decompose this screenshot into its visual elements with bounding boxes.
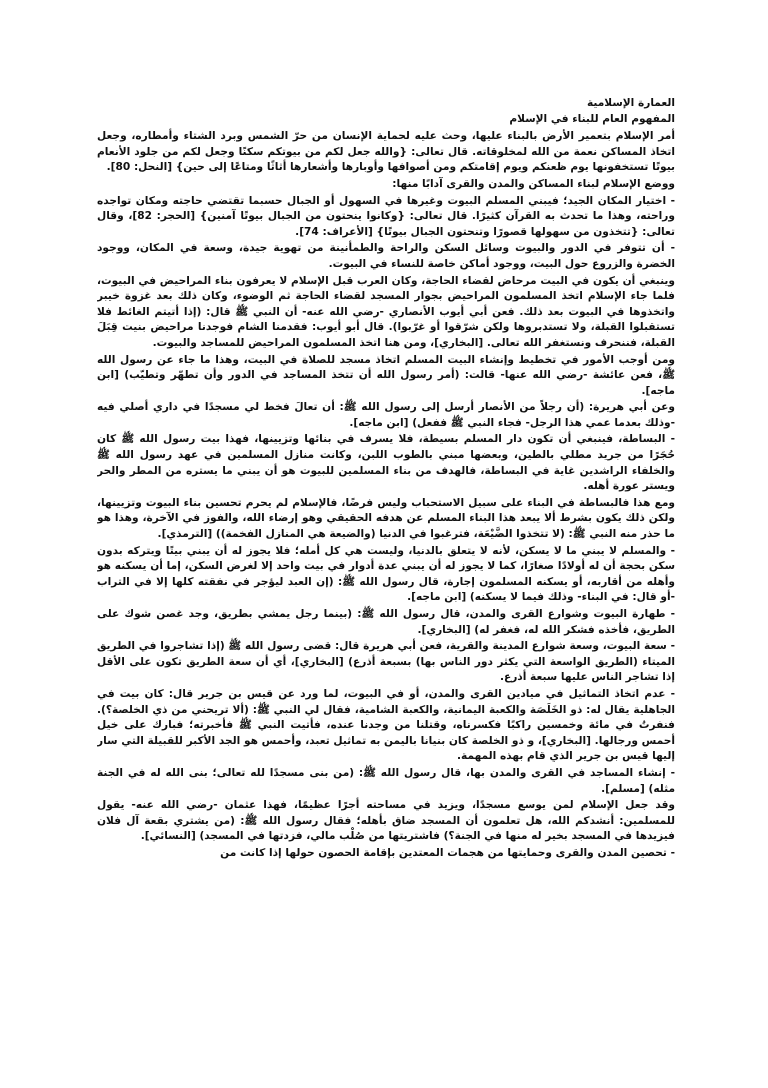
paragraph: - البساطة، فينبغي أن تكون دار المسلم بسيطة، فلا يسرف في بنائها وتزيينها، فهذا بيت رسول الله ﷺ كان حُجَرًا من جريد مطلي بالطين، وبعضها مبني بالطوب اللبن، وكانت منازل المسلمين في عهد رسول الله ﷺ والخلفاء الراشدين غاية في البساطة، فالهدف من بناء المسلمين للبيوت هو أن يبني ما يستره من المطر والحر ويستر عورة أهله. (97, 433, 675, 493)
paragraph: أمر الإسلام بتعمير الأرض بالبناء عليها، وحث عليه لحماية الإنسان من حرّ الشمس وبرد الشتاء وأمطاره، وجعل اتخاذ المساكن نعمة من الله لمخلوقاته. قال تعالى: {والله جعل لكم من بيوتكم سكنًا وجعل لكم من جلود الأنعام بيوتًا تستخفونها يوم ظعنكم ويوم إقامتكم ومن أصوافها وأوبارها وأشعارها أثاثًا ومتاعًا إلى حين} [النحل: 80]. (97, 130, 675, 174)
paragraph: - عدم اتخاذ التماثيل في ميادين القرى والمدن، أو في البيوت، لما ورد عن قيس بن جرير قال: كان بيت في الجاهلية يقال له: ذو الخَلَصَة والكعبة اليمانية، والكعبة الشامية، فقال لي النبي ﷺ: (ألا تريحني من ذي الخلصة؟). فنفرتُ في مائة وخمسين راكبًا فكسرناه، وقتلنا من وجدنا عنده، فأتيت النبي ﷺ فأخبرته؛ فبارك على خيل أحمس ورجالها. [البخاري]، و ذو الخلصة كان بنيانا باليمن به تماثيل تعبد، وأحمس هو الجد الأكبر للقبيلة التي سار إليها قيس بن جرير الذي قام بهذه المهمة. (97, 687, 675, 763)
paragraph: - سعة البيوت، وسعة شوارع المدينة والقرية، فعن أبي هريرة قال: قضى رسول الله ﷺ (إذا تشاجروا في الطريق الميتاء (الطريق الواسعة التي يكثر دور الناس بها) بسبعة أذرع) [البخاري]، أي أن سعة الطريق تكون على الأقل إذا تشاجر الناس عليها سبعة أذرع. (97, 640, 675, 684)
paragraph: - تحصين المدن والقرى وحمايتها من هجمات المعتدين بإقامة الحصون حولها إذا كانت من (220, 846, 675, 859)
paragraph: - والمسلم لا يبني ما لا يسكن، لأنه لا يتعلق بالدنيا، وليست هي كل أمله؛ فلا يجوز له أن يبني بيتًا ويتركه بدون سكن بحجة أن له أولادًا صغارًا، كما لا يجوز له أن يبني عدة أدوار في بيت واحد إلا لغرض السكن، إما أن يسكنه هو وأهله من أقاربه، أو يسكنه المسلمون إجارة، قال رسول الله ﷺ: (إن العبد ليؤجر في نفقته كلها إلا في التراب -أو قال: في البناء- وذلك فيما لا يسكنه) [ابن ماجه]. (97, 544, 675, 604)
paragraph: وقد جعل الإسلام لمن يوسع مسجدًا، ويزيد في مساحته أجرًا عظيمًا، فهذا عثمان -رضي الله عنه- يقول للمسلمين: أنشدكم الله، هل تعلمون أن المسجد ضاق بأهله؛ فقال رسول الله ﷺ: (من يشتري بقعة آل فلان فيزيدها في المسجد بخير له منها في الجنة؟) فاشتريتها من صُلْب مالي، فزدتها في المسجد) [النسائي]. (97, 799, 675, 843)
paragraph: - طهارة البيوت وشوارع القرى والمدن، قال رسول الله ﷺ: (بينما رجل يمشي بطريق، وجد غصن شوك على الطريق، فأخذه فشكر الله له، فغفر له) [البخاري]. (97, 608, 675, 636)
document-title: العمارة الإسلامية (587, 97, 675, 109)
paragraph: - اختيار المكان الجيد؛ فيبني المسلم البيوت وغيرها في السهول أو الجبال حسبما تقتضي حاجته ومكان تواجده وراحته، وهذا ما تحدث به القرآن كثيرًا. قال تعالى: {وكانوا ينحتون من الجبال بيوتًا آمنين} [الحجر: 82]، وقال تعالى: {تتخذون من سهولها قصورًا وتنحتون الجبال بيوتًا} [الأعراف: 74]. (97, 194, 675, 238)
document-page (97, 96, 675, 1056)
paragraph: وينبغي أن يكون في البيت مرحاض لقضاء الحاجة، وكان العرب قبل الإسلام لا يعرفون بناء المراحيض في البيوت، فلما جاء الإسلام اتخذ المسلمون المراحيض بجوار المسجد لقضاء الحاجة ثم الوضوء، وكان ذلك بعد غزوة خيبر واتخذوها في البيوت بعد ذلك. فعن أبي أيوب الأنصاري -رضي الله عنه- أن النبي ﷺ قال: (إذا أتيتم الغائط فلا تستقبلوا القبلة، ولا تستدبروها ولكن شرّقوا أو غرّبوا). قال أبو أيوب: فقدمنا الشام فوجدنا مراحيض بنيت قِبَلَ القبلة، فننحرف ونستغفر الله تعالى. [البخاري]، ومن هنا اتخذ المسلمون المراحيض للمساجد والبيوت. (97, 274, 675, 349)
paragraph: - إنشاء المساجد في القرى والمدن بها، قال رسول الله ﷺ: (من بنى مسجدًا لله تعالى؛ بنى الله له في الجنة مثله) [مسلم]. (97, 766, 675, 795)
paragraph: وعن أبي هريرة: (أن رجلاً من الأنصار أرسل إلى رسول الله ﷺ: أن تعالَ فخط لي مسجدًا في داري أصلي فيه -وذلك بعدما عمي هذا الرجل- فجاء النبي ﷺ ففعل) [ابن ماجه]. (97, 401, 675, 429)
paragraph: ووضع الإسلام لبناء المساكن والمدن والقرى آدابًا منها: (392, 177, 675, 190)
paragraph: - أن تتوفر في الدور والبيوت وسائل السكن والراحة والطمأنينة من تهوية جيدة، وسعة في المكان، ووجود الخضرة والزروع حول البيت، ووجود أماكن خاصة للنساء في البيوت. (97, 242, 675, 270)
document-subtitle: المفهوم العام للبناء في الإسلام (509, 112, 675, 125)
paragraph: ومع هذا فالبساطة في البناء على سبيل الاستحباب وليس فرضًا، فالإسلام لم يحرم تحسين بناء البيوت وتزيينها، ولكن ذلك يكون بشرط ألا يبعد هذا البناء المسلم عن هدفه الحقيقي وهو إرضاء الله، والفوز في الآخرة، وهذا هو ما حذر منه النبي ﷺ: (لا تتخذوا الضَّيْعَة، فترغبوا في الدنيا (والضيعة هي المنازل الفخمة)) [الترمذي]. (97, 496, 675, 541)
paragraph: ومن أوجب الأمور في تخطيط وإنشاء البيت المسلم اتخاذ مسجد للصلاة في البيت، وهذا ما جاء عن رسول الله ﷺ، فعن عائشة -رضي الله عنها- قالت: (أمر رسول الله أن تتخذ المساجد في الدور وأن تطهّر وتطيّب) [ابن ماجه]. (97, 353, 675, 397)
